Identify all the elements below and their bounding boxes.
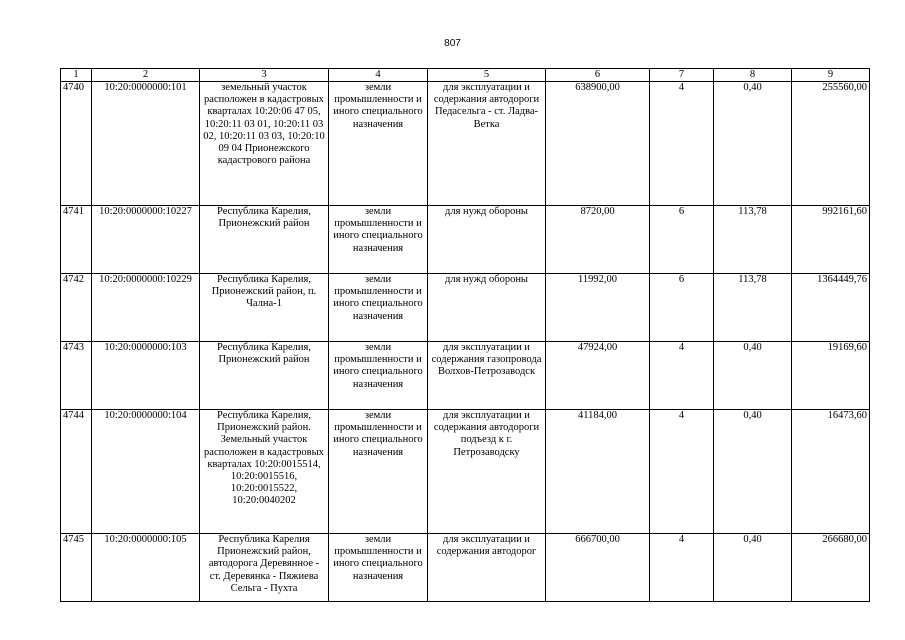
row-index: 4742: [61, 274, 92, 342]
table-row: [61, 82, 870, 206]
rate-value: 0,40: [714, 410, 792, 534]
area-value: 11992,00: [546, 274, 650, 342]
land-category: земли промышленности и иного специального назначения: [329, 534, 428, 602]
row-index: 4743: [61, 342, 92, 410]
location: Республика Карелия Прионежский район, автодорога Деревянное - ст. Деревянка - Пяжиева Сельга - Пухта: [200, 534, 329, 602]
group-number: 4: [650, 410, 714, 534]
land-category: земли промышленности и иного специального назначения: [329, 410, 428, 534]
group-number: 4: [650, 342, 714, 410]
area-value: 638900,00: [546, 82, 650, 206]
column-number: 1: [61, 69, 92, 82]
row-index: 4741: [61, 206, 92, 274]
column-number: 8: [714, 69, 792, 82]
table-row: [61, 534, 870, 602]
area-value: 47924,00: [546, 342, 650, 410]
cadastral-number: 10:20:0000000:103: [92, 342, 200, 410]
rate-value: 0,40: [714, 342, 792, 410]
location: Республика Карелия, Прионежский район. Земельный участок расположен в кадастровых кварталах 10:20:0015514, 10:20:0015516, 10:20:0015522, 10:20:0040202: [200, 410, 329, 534]
group-number: 4: [650, 82, 714, 206]
column-number-row: [61, 69, 870, 82]
column-number: 6: [546, 69, 650, 82]
permitted-use: для нужд обороны: [428, 274, 546, 342]
amount-value: 255560,00: [792, 82, 870, 206]
amount-value: 1364449,76: [792, 274, 870, 342]
column-number: 7: [650, 69, 714, 82]
permitted-use: для нужд обороны: [428, 206, 546, 274]
land-register-table: [60, 68, 870, 602]
area-value: 41184,00: [546, 410, 650, 534]
column-number: 4: [329, 69, 428, 82]
amount-value: 992161,60: [792, 206, 870, 274]
rate-value: 0,40: [714, 82, 792, 206]
cadastral-number: 10:20:0000000:10227: [92, 206, 200, 274]
land-category: земли промышленности и иного специального назначения: [329, 82, 428, 206]
row-index: 4744: [61, 410, 92, 534]
permitted-use: для эксплуатации и содержания автодороги подъезд к г. Петрозаводску: [428, 410, 546, 534]
cadastral-number: 10:20:0000000:105: [92, 534, 200, 602]
table-row: [61, 206, 870, 274]
permitted-use: для эксплуатации и содержания автодороги Педасельга - ст. Ладва-Ветка: [428, 82, 546, 206]
row-index: 4740: [61, 82, 92, 206]
land-category: земли промышленности и иного специального назначения: [329, 206, 428, 274]
cadastral-number: 10:20:0000000:10229: [92, 274, 200, 342]
rate-value: 113,78: [714, 206, 792, 274]
permitted-use: для эксплуатации и содержания автодорог: [428, 534, 546, 602]
location: Республика Карелия, Прионежский район: [200, 206, 329, 274]
land-category: земли промышленности и иного специального назначения: [329, 342, 428, 410]
group-number: 6: [650, 206, 714, 274]
permitted-use: для эксплуатации и содержания газопровода Волхов-Петрозаводск: [428, 342, 546, 410]
table-row: [61, 410, 870, 534]
column-number: 2: [92, 69, 200, 82]
column-number: 9: [792, 69, 870, 82]
group-number: 6: [650, 274, 714, 342]
table-row: [61, 274, 870, 342]
rate-value: 0,40: [714, 534, 792, 602]
location: Республика Карелия, Прионежский район: [200, 342, 329, 410]
area-value: 8720,00: [546, 206, 650, 274]
amount-value: 19169,60: [792, 342, 870, 410]
area-value: 666700,00: [546, 534, 650, 602]
location: земельный участок расположен в кадастровых кварталах 10:20:06 47 05, 10:20:11 03 01, 10:20:11 03 02, 10:20:11 03 03, 10:20:10 09 04 Прионежского кадастрового района: [200, 82, 329, 206]
amount-value: 16473,60: [792, 410, 870, 534]
row-index: 4745: [61, 534, 92, 602]
group-number: 4: [650, 534, 714, 602]
column-number: 3: [200, 69, 329, 82]
rate-value: 113,78: [714, 274, 792, 342]
amount-value: 266680,00: [792, 534, 870, 602]
location: Республика Карелия, Прионежский район, п. Чална-1: [200, 274, 329, 342]
cadastral-number: 10:20:0000000:101: [92, 82, 200, 206]
cadastral-number: 10:20:0000000:104: [92, 410, 200, 534]
table-row: [61, 342, 870, 410]
land-category: земли промышленности и иного специального назначения: [329, 274, 428, 342]
page-number: 807: [444, 38, 461, 49]
column-number: 5: [428, 69, 546, 82]
